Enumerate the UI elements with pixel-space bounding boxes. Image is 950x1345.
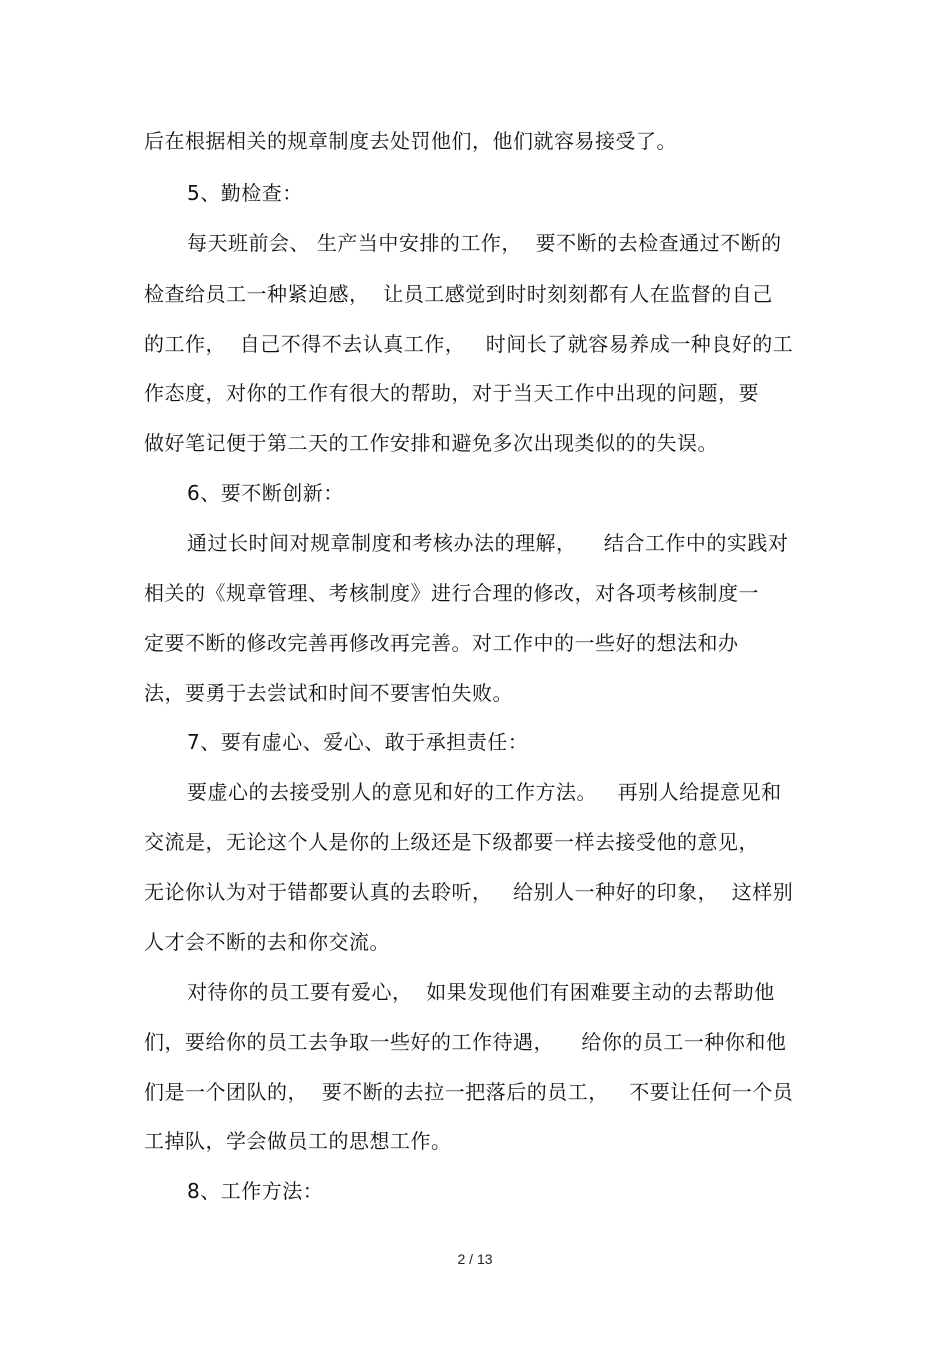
section-heading: 8、工作方法： bbox=[187, 1179, 324, 1203]
text-line: 要虚心的去接受别人的意见和好的工作方法。 再别人给提意见和 bbox=[187, 780, 782, 804]
text-line: 对待你的员工要有爱心， 如果发现他们有困难要主动的去帮助他 bbox=[187, 980, 775, 1004]
text-line: 后在根据相关的规章制度去处罚他们，他们就容易接受了。 bbox=[144, 129, 677, 153]
text-line: 无论你认为对于错都要认真的去聆听， 给别人一种好的印象， 这样别 bbox=[144, 880, 794, 904]
section-heading: 5、勤检查： bbox=[187, 181, 303, 205]
page-number: 2 / 13 bbox=[457, 1251, 493, 1267]
text-line: 通过长时间对规章制度和考核办法的理解， 结合工作中的实践对 bbox=[187, 531, 789, 555]
text-line: 每天班前会、 生产当中安排的工作， 要不断的去检查通过不断的 bbox=[187, 231, 782, 255]
section-heading: 7、要有虚心、爱心、敢于承担责任： bbox=[187, 730, 529, 754]
text-line: 人才会不断的去和你交流。 bbox=[144, 930, 390, 954]
text-line: 作态度，对你的工作有很大的帮助，对于当天工作中出现的问题，要 bbox=[144, 381, 759, 405]
section-heading: 6、要不断创新： bbox=[187, 481, 344, 505]
text-line: 定要不断的修改完善再修改再完善。对工作中的一些好的想法和办 bbox=[144, 631, 739, 655]
text-line: 做好笔记便于第二天的工作安排和避免多次出现类似的的失误。 bbox=[144, 431, 718, 455]
text-line: 交流是，无论这个人是你的上级还是下级都要一样去接受他的意见， bbox=[144, 830, 759, 854]
text-line: 的工作， 自己不得不去认真工作， 时间长了就容易养成一种良好的工 bbox=[144, 332, 794, 356]
text-line: 相关的《规章管理、考核制度》进行合理的修改，对各项考核制度一 bbox=[144, 581, 759, 605]
text-line: 检查给员工一种紧迫感， 让员工感觉到时时刻刻都有人在监督的自己 bbox=[144, 282, 773, 306]
text-line: 工掉队，学会做员工的思想工作。 bbox=[144, 1129, 452, 1153]
text-line: 法，要勇于去尝试和时间不要害怕失败。 bbox=[144, 681, 513, 705]
text-line: 们是一个团队的， 要不断的去拉一把落后的员工， 不要让任何一个员 bbox=[144, 1080, 794, 1104]
text-line: 们，要给你的员工去争取一些好的工作待遇， 给你的员工一种你和他 bbox=[144, 1030, 787, 1054]
